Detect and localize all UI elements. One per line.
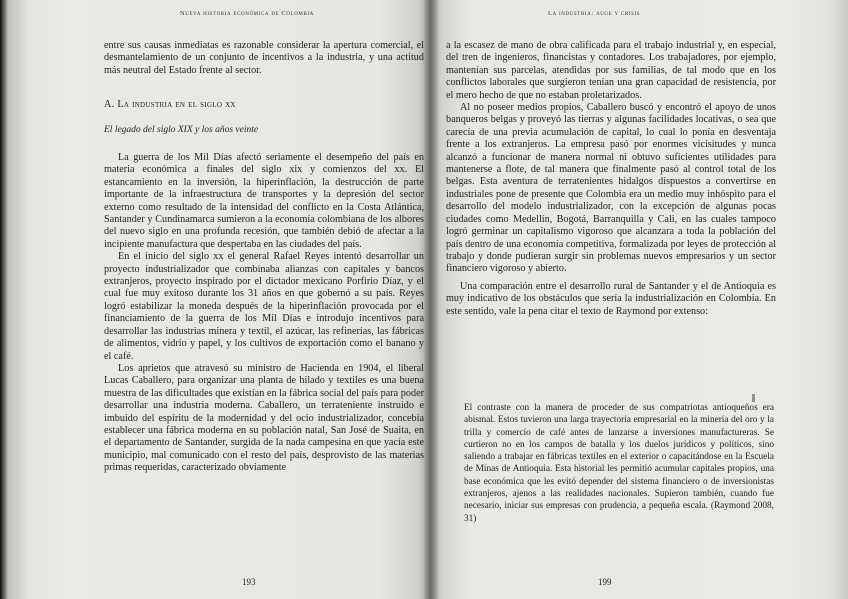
right-running-head: La industria: auge y crisis xyxy=(548,10,641,17)
left-paragraph-1: La guerra de los Mil Días afectó seriamente el desempeño del país en materia económica a finales del siglo xix y comienzos del xx. El estancamiento en la inversión, la hiperinflación, la destrucción de parte importante de la infraestructura de transportes y la depresión del sector externo como resultado de la intensidad del conflicto en la Costa Atlántica, Santander y Cundinamarca sumieron a la economía colombiana de los albores del nuevo siglo en una profunda recesión, que también debió de afectar a la incipiente manufactura que despertaba en las ciudades del país. xyxy=(104,152,424,250)
right-page-body xyxy=(446,40,776,318)
right-page xyxy=(430,0,848,599)
left-running-head: Nueva historia económica de Colombia xyxy=(180,10,314,17)
continued-paragraph: entre sus causas inmediatas es razonable considerar la apertura comercial, el desmantelamiento de un conjunto de incentivos a la industria, y una actitud más neutral del Estado frente al sector. xyxy=(104,40,424,76)
scan-speck xyxy=(752,394,755,402)
left-paragraph-3: Los aprietos que atravesó su ministro de Hacienda en 1904, el liberal Lucas Caballero, para organizar una planta de hilado y textiles es una buena muestra de las dificultades que existían en la fábrica social del país para poder desarrollar una industria moderna. Caballero, un terrateniente instruido e imbuido del espíritu de la modernidad y del ocio industrializador, concebía establecer una fábrica moderna en su población natal, San José de Suaita, en el departamento de Santander, surgida de la nada campesina en que yacía este municipio, mal comunicado con el resto del país, desprovisto de las materias primas requeridas, caracterizado obviamente xyxy=(104,362,424,474)
right-paragraph-3: Una comparación entre el desarrollo rural de Santander y el de Antioquia es muy indicativo de los obstáculos que sería la industrialización en Colombia. En este sentido, vale la pena citar el texto de Raymond por extenso: xyxy=(446,280,776,317)
subsection-heading: El legado del siglo XIX y los años veinte xyxy=(104,125,259,135)
left-page-paragraphs xyxy=(104,152,424,475)
right-page-number: 199 xyxy=(598,577,612,587)
section-heading-block xyxy=(104,99,424,111)
section-heading: A. La industria en el siglo xx xyxy=(104,99,236,110)
right-paragraph-1: a la escasez de mano de obra calificada para el trabajo industrial y, en especial, del tren de ingenieros, financistas y contadores. Los trabajadores, por ejemplo, mantenían sus parcelas, atendidas por sus familias, de tal modo que en los conflictos laborales que surgieron tenían una gran capacidad de resistencia, por el mero hecho de que no estaban proletarizados. xyxy=(446,40,776,101)
book-gutter xyxy=(424,0,438,599)
right-paragraph-2: Al no poseer medios propios, Caballero buscó y encontró el apoyo de unos banqueros belgas y proveyó las tierras y algunas facilidades locativas, o sea que carecía de una previa acumulación de capital, lo cual lo ponía en desventaja frente a los extranjeros. La empresa pasó por enormes vicisitudes y nunca alcanzó a funcionar de manera normal ni obtuvo suficientes utilidades para mantenerse a flote, de tal manera que finalmente pasó al control total de los belgas. Esta aventura de terratenientes hidalgos dispuestos a convertirse en industriales pone de presente que Colombia era un medio muy inhóspito para el desarrollo del modelo industrializador, con la excepción de algunas pocas ciudades como Medellín, Bogotá, Barranquilla y Cali, en las cuales tampoco logró germinar un capitalismo vigoroso que alcanzara a toda la población del país dentro de una economía competitiva, formalizada por leyes de protección al trabajo y donde pudieran surgir sin problemas nuevos empresarios y un sector financiero vigoroso y abierto. xyxy=(446,102,776,275)
left-page-number: 193 xyxy=(242,577,256,587)
block-quote: El contraste con la manera de proceder de sus compatriotas antioqueños era abismal. Estos tuvieron una larga trayectoria empresarial en la minería del oro y la trilla y comercio de café antes de lanzarse a inversiones manufactureras. Se curtieron no en los campos de batalla y los duelos jurídicos y políticos, sino saliendo a trabajar en fábricas textiles en el exterior o capacitándose en la Escuela de Minas de Antioquia. Esta historial les permitió acumular capitales propios, una base económica que les evitó depender del sistema financiero o de inversionistas extranjeros, ajenos a las realidades nacionales. Supieron también, cuando fue necesario, iniciar sus empresas con prudencia, a pequeña escala. (Raymond 2008, 31) xyxy=(464,403,774,524)
left-page-body xyxy=(104,40,424,77)
subsection-heading-block xyxy=(104,124,424,136)
left-paragraph-2: En el inicio del siglo xx el general Rafael Reyes intentó desarrollar un proyecto industrializador que combinaba alianzas con capitales y bancos extranjeros, proyecto inspirado por el dictador mexicano Porfirio Díaz, y el cual fue muy exitoso durante los 31 años en que gobernó a su país. Reyes logró estabilizar la moneda después de la hiperinflación provocada por el financiamiento de la guerra de los Mil Días e introdujo incentivos para desarrollar las industrias minera y textil, el azúcar, las refinerías, las fábricas de alimentos, vidrio y papel, y los cultivos de exportación como el banano y el café. xyxy=(104,251,424,362)
